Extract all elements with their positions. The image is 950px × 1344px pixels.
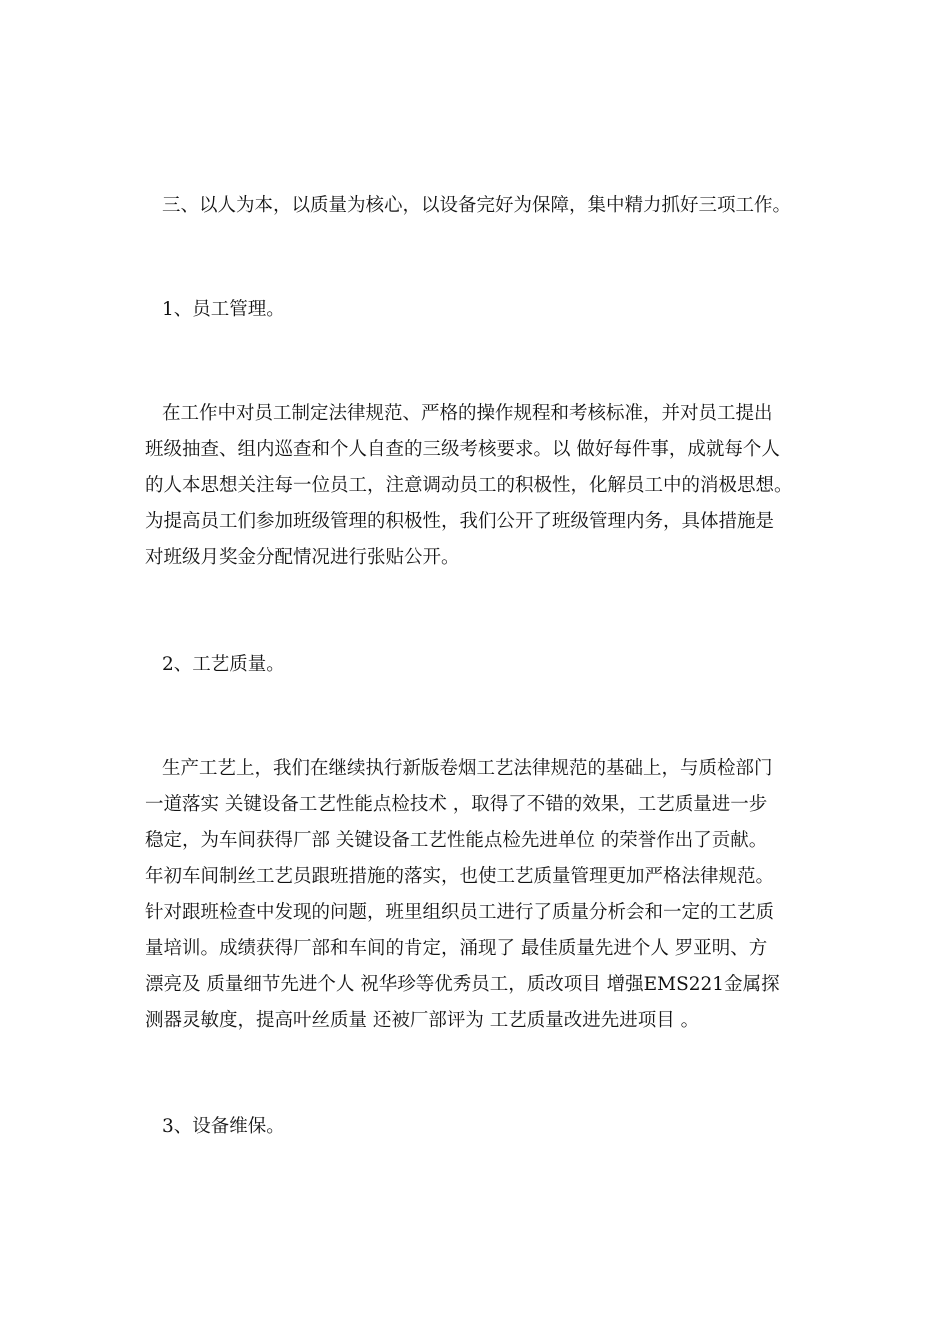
paragraph-line: 量培训。成绩获得厂部和车间的肯定，涌现了 最佳质量先进个人 罗亚明、方 <box>145 938 768 959</box>
paragraph-line: 生产工艺上，我们在继续执行新版卷烟工艺法律规范的基础上，与质检部门 <box>162 758 773 779</box>
paragraph-line: 针对跟班检查中发现的问题，班里组织员工进行了质量分析会和一定的工艺质 <box>145 902 775 923</box>
paragraph-line: 的人本思想关注每一位员工，注意调动员工的积极性，化解员工中的消极思想。 <box>145 475 793 496</box>
paragraph-line: 测器灵敏度，提高叶丝质量 还被厂部评为 工艺质量改进先进项目 。 <box>145 1010 700 1031</box>
item-heading-equipment-maintenance: 3、设备维保。 <box>162 1116 285 1137</box>
paragraph-line: 对班级月奖金分配情况进行张贴公开。 <box>145 547 460 568</box>
item-heading-staff-management: 1、员工管理。 <box>162 299 285 320</box>
paragraph-line: 在工作中对员工制定法律规范、严格的操作规程和考核标准，并对员工提出 <box>162 403 773 424</box>
section-heading: 三、以人为本，以质量为核心，以设备完好为保障，集中精力抓好三项工作。 <box>162 195 792 216</box>
paragraph-line: 稳定，为车间获得厂部 关键设备工艺性能点检先进单位 的荣誉作出了贡献。 <box>145 830 768 851</box>
paragraph-line: 一道落实 关键设备工艺性能点检技术 ，取得了不错的效果，工艺质量进一步 <box>145 794 768 815</box>
item-heading-process-quality: 2、工艺质量。 <box>162 654 285 675</box>
paragraph-line: 为提高员工们参加班级管理的积极性，我们公开了班级管理内务，具体措施是 <box>145 511 775 532</box>
paragraph-line: 年初车间制丝工艺员跟班措施的落实，也使工艺质量管理更加严格法律规范。 <box>145 866 775 887</box>
paragraph-line: 漂亮及 质量细节先进个人 祝华珍等优秀员工，质改项目 增强EMS221金属探 <box>145 974 780 995</box>
paragraph-line: 班级抽查、组内巡查和个人自查的三级考核要求。以 做好每件事，成就每个人 <box>145 439 780 460</box>
